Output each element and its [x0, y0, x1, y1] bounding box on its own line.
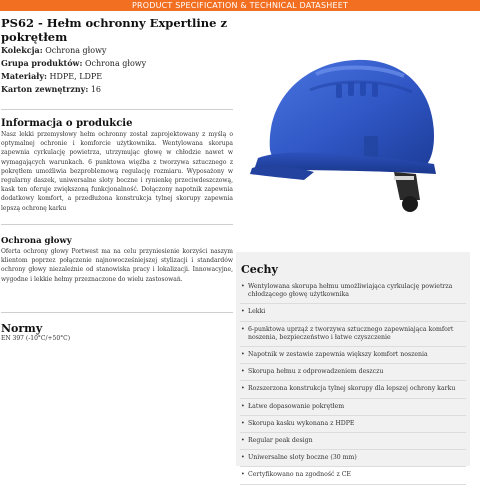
detail-label: Kolekcja: [1, 45, 43, 55]
section-divider [1, 312, 233, 313]
detail-outer-carton [1, 83, 231, 96]
product-details [1, 44, 231, 96]
section-divider [1, 109, 233, 110]
feature-item: • Rozszerzona konstrukcja tylnej skorupy dla lepszej ochrony karku [240, 385, 466, 398]
standards-heading: Normy [1, 322, 43, 335]
section-divider [1, 224, 233, 225]
detail-materials [1, 70, 231, 83]
detail-value: Ochrona głowy [84, 59, 147, 68]
feature-item: • Lekki [240, 308, 466, 321]
feature-item: • Wentylowana skorupa hełmu umożliwiająca cyrkulację powietrza chłodzącego głowę użytkownika [240, 283, 466, 304]
features-list [240, 283, 466, 489]
detail-value: HDPE, LDPE [49, 72, 103, 81]
feature-item: • Uniwersalne sloty boczne (30 mm) [240, 454, 466, 467]
feature-item: • Certyfikowano na zgodność z CE [240, 471, 466, 484]
feature-item: • 6-punktowa uprząż z tworzywa sztucznego zapewniająca komfort noszenia, bezpieczeństwo i łatwe czyszczenie [240, 326, 466, 347]
detail-label: Grupa produktów: [1, 58, 83, 68]
category-text: Oferta ochrony głowy Portwest ma na celu przyniesienie korzyści naszym klientom poprzez połączenie najnowocześniejszej stylizacji i standardów ochrony głowy niezależnie od stanowiska pracy i lokalizacji. Innowacyjne, wygodne i lekkie hełmy przeznaczone do wielu zastosowań. [1, 248, 233, 283]
product-info-text: Nasz lekki przemysłowy hełm ochronny został zaprojektowany z myślą o optymalnej ochronie i komforcie użytkownika. Wentylowana skorupa zapewnia cyrkulację powietrza, utrzymując głowę w chłodzie nawet w wymagających warunkach. 6 punktowa więźba z tworzywa sztucznego z pokrętłem umożliwia bezproblemową regulację rozmiaru. Wyposażony w regularny daszek, uniwersalne sloty boczne i rynienkę przeciwdeszczową, kask ten oferuje zwiększoną funkcjonalność. Dołączony napotnik zapewnia dodatkowy komfort, a przedłużona konstrukcja tylnej skorupy zapewnia lepszą ochronę karku [1, 131, 233, 212]
feature-item: • Napotnik w zestawie zapewnia większy komfort noszenia [240, 351, 466, 364]
category-heading: Ochrona głowy [1, 236, 72, 246]
feature-item: • Regular peak design [240, 437, 466, 450]
datasheet-banner: PRODUCT SPECIFICATION & TECHNICAL DATASHEET [0, 0, 480, 11]
detail-value: Ochrona głowy [45, 46, 107, 55]
feature-item: • Skorupa hełmu z odprowadzeniem deszczu [240, 368, 466, 381]
product-info-heading: Informacja o produkcie [1, 118, 133, 129]
features-heading: Cechy [241, 263, 278, 276]
detail-collection [1, 44, 231, 57]
product-title: PS62 - Hełm ochronny Expertline z pokrętłem [1, 16, 227, 44]
detail-label: Materiały: [1, 71, 47, 81]
detail-product-group [1, 57, 231, 70]
helmet-image [244, 40, 444, 220]
feature-item: • Łatwe dopasowanie pokrętłem [240, 403, 466, 416]
detail-value: 16 [90, 85, 102, 94]
feature-item: • Skorupa kasku wykonana z HDPE [240, 420, 466, 433]
standards-text: EN 397 (-10°C/+50°C) [1, 335, 71, 342]
detail-label: Karton zewnętrzny: [1, 84, 89, 94]
